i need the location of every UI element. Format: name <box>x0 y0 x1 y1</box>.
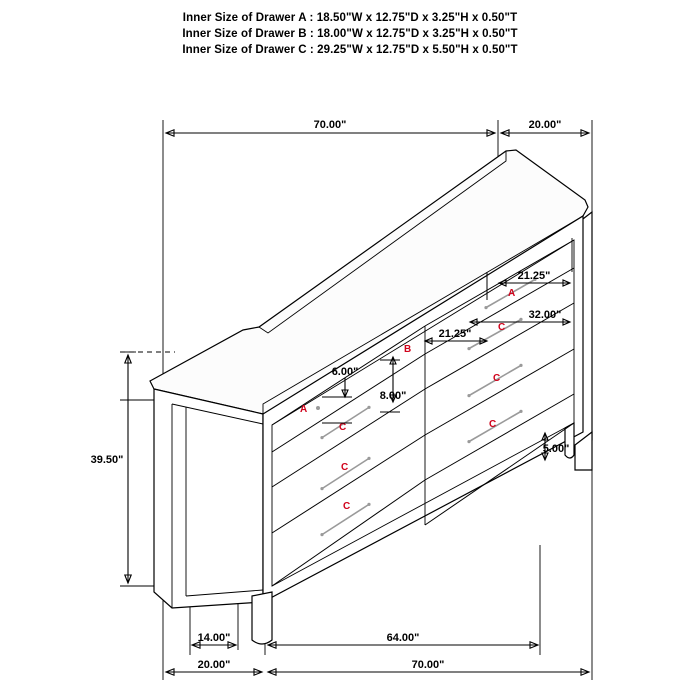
dim-bottom-front: 64.00" <box>386 632 420 644</box>
drawer-b-spec: Inner Size of Drawer B : 18.00"W x 12.75"D x 3.25"H x 0.50"T <box>182 28 518 40</box>
dim-leg-height: 5.00" <box>542 443 570 455</box>
marker-c-r3: C <box>489 419 497 430</box>
dim-drawer-c-width: 32.00" <box>528 309 562 321</box>
dim-drawer-b-height: 8.00" <box>379 390 407 402</box>
marker-a-top-right: A <box>508 288 516 299</box>
marker-c-l2: C <box>341 462 349 473</box>
height-dimension-group <box>91 352 136 586</box>
marker-b-center: B <box>404 344 412 355</box>
dim-drawer-b-width: 21.25" <box>438 328 472 340</box>
dim-overall-height: 39.50" <box>90 454 124 466</box>
marker-c-l3: C <box>343 501 351 512</box>
marker-c-r1: C <box>498 322 506 333</box>
dim-drawer-a-height: 6.00" <box>331 366 359 378</box>
dim-foot-depth: 14.00" <box>197 632 231 644</box>
dim-top-depth: 20.00" <box>528 119 562 131</box>
dim-base-depth: 20.00" <box>197 659 231 671</box>
dresser-body <box>150 150 592 644</box>
marker-c-r2: C <box>493 373 501 384</box>
top-dimension-group <box>166 119 589 136</box>
drawer-c-spec: Inner Size of Drawer C : 29.25"W x 12.75"D x 5.50"H x 0.50"T <box>182 44 518 56</box>
drawer-a-spec: Inner Size of Drawer A : 18.50"W x 12.75"D x 3.25"H x 0.50"T <box>182 12 518 24</box>
bottom-dimension-group <box>166 632 589 675</box>
dim-top-width: 70.00" <box>313 119 347 131</box>
dim-drawer-a-width: 21.25" <box>517 270 551 282</box>
marker-c-l1: C <box>339 422 347 433</box>
marker-a-left: A <box>300 404 308 415</box>
dim-bottom-total: 70.00" <box>411 659 445 671</box>
